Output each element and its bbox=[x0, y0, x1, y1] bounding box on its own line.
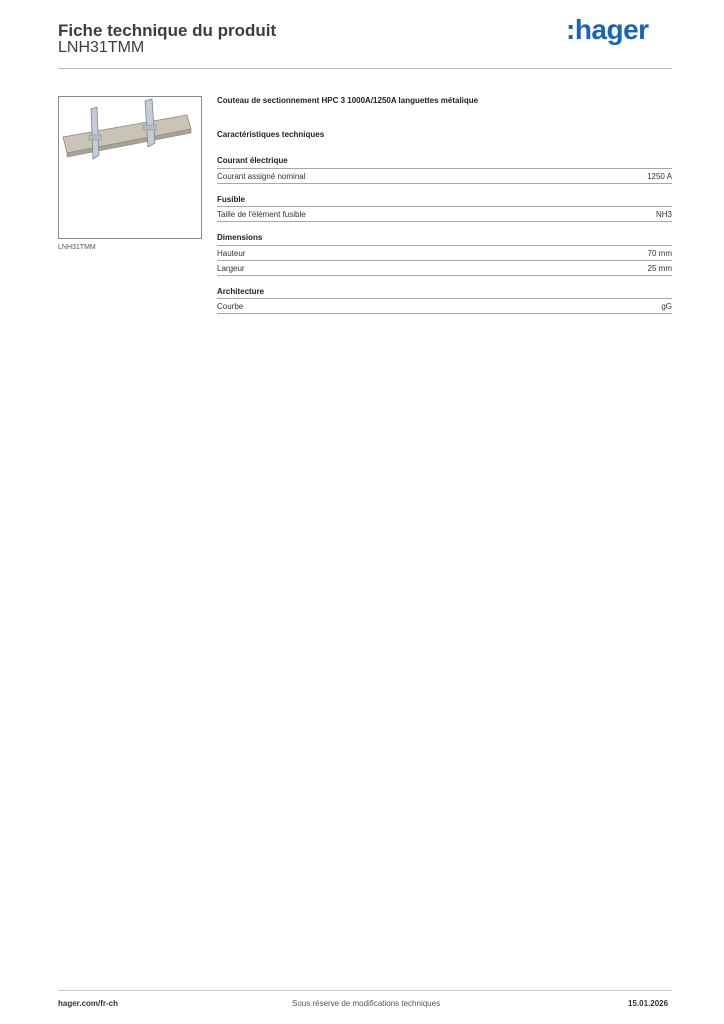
group-divider bbox=[217, 313, 672, 314]
group-divider bbox=[217, 183, 672, 184]
group-divider bbox=[217, 221, 672, 222]
hager-logo: :hager bbox=[566, 14, 649, 45]
spec-row bbox=[217, 260, 672, 276]
spec-row bbox=[217, 168, 672, 184]
product-image bbox=[58, 96, 202, 239]
footer-website-link[interactable]: hager.com/fr-ch bbox=[58, 999, 119, 1008]
page-title: Fiche technique du produit bbox=[58, 21, 277, 40]
group-title-courant: Courant électrique bbox=[217, 156, 288, 165]
footer-divider bbox=[58, 990, 672, 991]
product-reference: LNH31TMM bbox=[58, 39, 145, 56]
footer-date: 15.01.2026 bbox=[628, 999, 669, 1008]
spec-row bbox=[217, 206, 672, 222]
image-caption: LNH31TMM bbox=[58, 244, 96, 251]
spec-label: Taille de l'élément fusible bbox=[217, 210, 306, 219]
spec-label: Courant assigné nominal bbox=[217, 172, 306, 181]
spec-row bbox=[217, 298, 672, 314]
spec-value: 1250 A bbox=[647, 172, 672, 181]
spec-label: Hauteur bbox=[217, 249, 246, 258]
spec-label: Courbe bbox=[217, 302, 244, 311]
spec-value: NH3 bbox=[655, 210, 672, 219]
spec-row bbox=[217, 245, 672, 261]
group-title-fusible: Fusible bbox=[217, 195, 246, 204]
spec-value: gG bbox=[661, 302, 672, 311]
header-divider bbox=[58, 68, 672, 69]
group-divider bbox=[217, 275, 672, 276]
specs-heading: Caractéristiques techniques bbox=[217, 130, 325, 139]
spec-value: 25 mm bbox=[647, 264, 672, 273]
footer-disclaimer: Sous réserve de modifications techniques bbox=[292, 999, 441, 1008]
spec-value: 70 mm bbox=[647, 249, 672, 258]
spec-label: Largeur bbox=[217, 264, 245, 273]
group-title-architecture: Architecture bbox=[217, 287, 265, 296]
isolating-link-illustration bbox=[59, 97, 201, 238]
group-title-dimensions: Dimensions bbox=[217, 233, 263, 242]
product-description: Couteau de sectionnement HPC 3 1000A/1250A languettes métalique bbox=[217, 96, 479, 105]
